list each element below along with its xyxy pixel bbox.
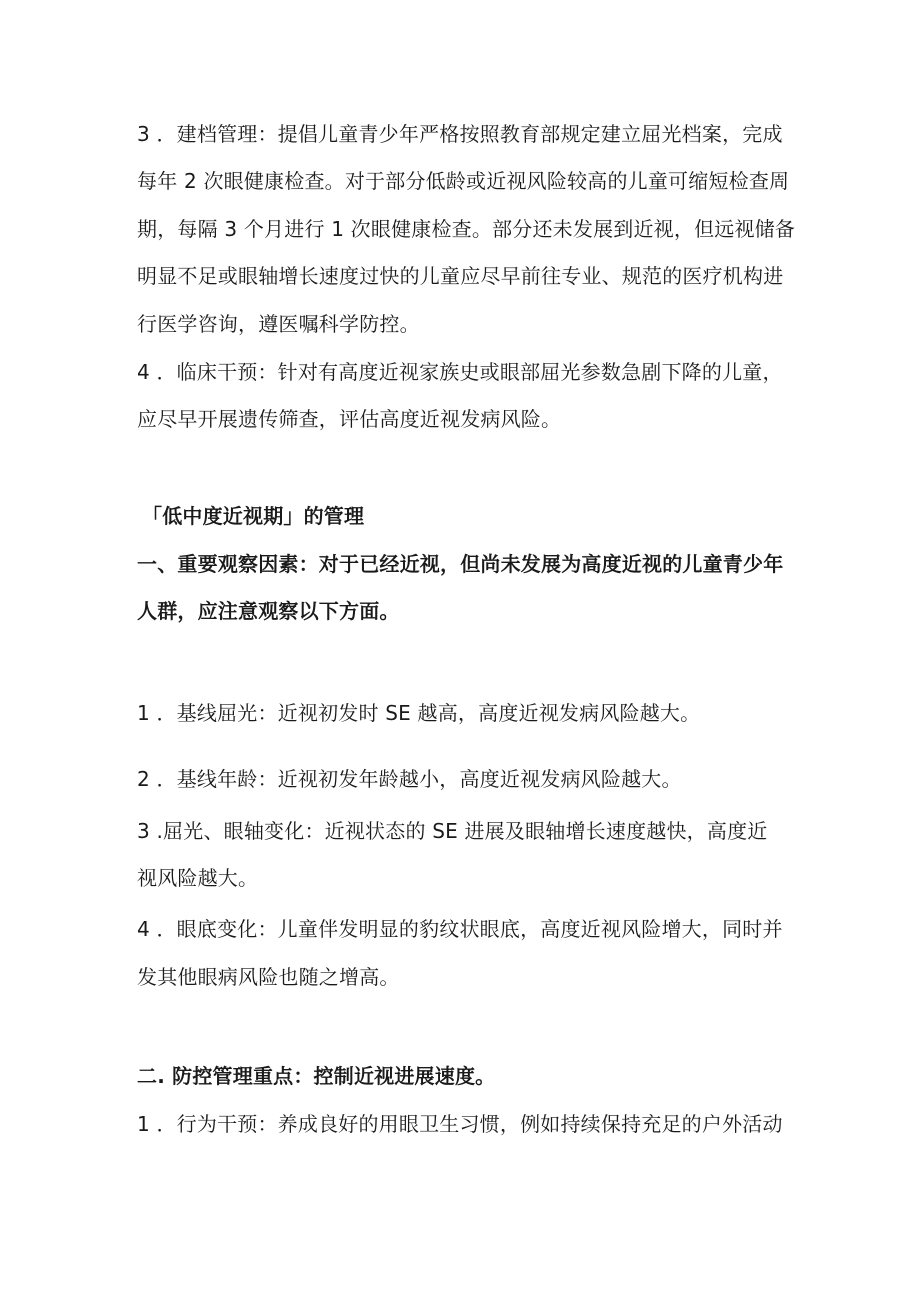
list-item: 4 ．眼底变化：儿童伴发明显的豹纹状眼底，高度近视风险增大，同时并: [137, 917, 783, 941]
paragraph-line: 4 ．临床干预：针对有高度近视家族史或眼部屈光参数急剧下降的儿童，: [137, 360, 783, 384]
list-item: 2 ．基线年龄：近视初发年龄越小，高度近视发病风险越大。: [137, 767, 682, 791]
paragraph-line: 期，每隔 3 个月进行 1 次眼健康检查。部分还未发展到近视，但远视储备: [137, 217, 796, 241]
paragraph-line: 应尽早开展遗传筛查，评估高度近视发病风险。: [137, 407, 562, 431]
list-item: 3 .屈光、眼轴变化：近视状态的 SE 进展及眼轴增长速度越快，高度近: [137, 819, 768, 843]
section-heading: 「低中度近视期」的管理: [142, 504, 365, 528]
paragraph-line: 明显不足或眼轴增长速度过快的儿童应尽早前往专业、规范的医疗机构进: [137, 264, 784, 288]
list-item: 1 ．基线屈光：近视初发时 SE 越高，高度近视发病风险越大。: [137, 701, 701, 725]
paragraph-line: 行医学咨询，遵医嘱科学防控。: [137, 312, 420, 336]
paragraph-line: 3 ．建档管理：提倡儿童青少年严格按照教育部规定建立屈光档案，完成: [137, 122, 783, 146]
bold-paragraph-line: 人群，应注意观察以下方面。: [137, 599, 400, 623]
section-heading: 二. 防控管理重点：控制近视进展速度。: [137, 1064, 496, 1088]
paragraph-line: 每年 2 次眼健康检查。对于部分低龄或近视风险较高的儿童可缩短检查周: [137, 169, 790, 193]
list-item: 1 ．行为干预：养成良好的用眼卫生习惯，例如持续保持充足的户外活动: [137, 1112, 783, 1136]
list-item-continuation: 视风险越大。: [137, 866, 259, 890]
bold-paragraph-line: 一、重要观察因素：对于已经近视，但尚未发展为高度近视的儿童青少年: [137, 552, 784, 576]
list-item-continuation: 发其他眼病风险也随之增高。: [137, 965, 400, 989]
